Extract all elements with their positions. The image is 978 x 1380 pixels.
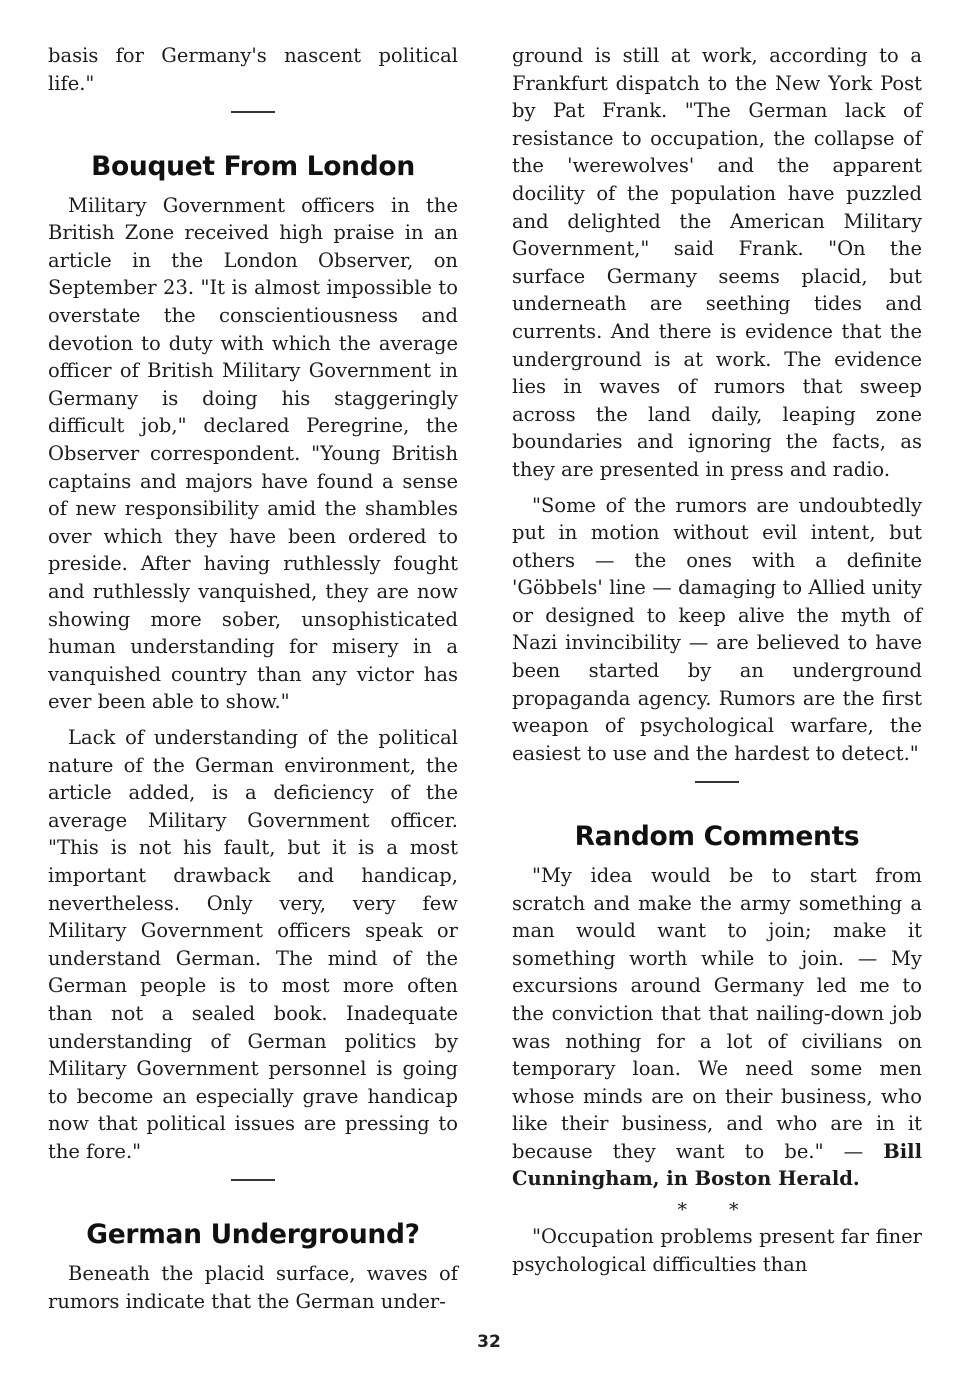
underground-paragraph-start: Beneath the placid surface, waves of rumors indicate that the German under-	[48, 1261, 458, 1313]
underground-paragraph-2: "Some of the rumors are undoubtedly put in motion without evil intent, but others — the ones with a definite 'Göbbels' line — damaging to Allied unity or designed to keep alive the myth of Nazi invincibility — are believed to have been started by an underground propaganda agency. Rumors are the first weapon of psychological warfare, the easiest to use and the hardest to detect."	[512, 493, 922, 765]
bouquet-paragraph-2: Lack of understanding of the political nature of the German environment, the article added, is a deficiency of the average Military Government officer. "This is not his fault, but it is a most important drawback and handicap, nevertheless. Only very, very few Military Government officers speak or understand German. The mind of the German people is to most more often than not a sealed book. Inadequate understanding of German politics by Military Government personnel is going to become an especially grave handicap now that political issues are pressing to the fore."	[48, 725, 458, 1163]
asterisk-separator: * *	[677, 1199, 757, 1222]
quote-1-text: "My idea would be to start from scratch and make the army something a man would want to join; make it something worth while to join. — My excursions around Germany led me to the conviction that that nailing-down job was nothing for a lot of civilians on temporary loan. We need some men whose minds are on their business, who like their business, and who are in it because they want to be." —	[512, 863, 922, 1163]
section-divider	[231, 1179, 275, 1181]
bouquet-paragraph-1: Military Government officers in the British Zone received high praise in an article in the London Observer, on September 23. "It is almost impossible to overstate the conscientiousness and devotion to duty with which the average officer of British Military Government in Germany is doing his staggeringly difficult job," declared Peregrine, the Observer correspondent. "Young British captains and majors have found a sense of new responsibility amid the shambles over which they have been ordered to preside. After having ruthlessly fought and ruthlessly vanquished, they are now showing more sober, unsophisticated human understanding for misery in a vanquished country than any victor has ever been able to show."	[48, 193, 458, 714]
left-column	[48, 42, 458, 1315]
heading-random-comments: Random Comments	[574, 820, 860, 852]
heading-german-underground: German Underground?	[86, 1218, 420, 1250]
carryover-paragraph: basis for Germany's nascent political life."	[48, 44, 458, 95]
random-comment-quote-2-start: "Occupation problems present far finer psychological difficulties than	[512, 1225, 922, 1276]
quote-1-attribution: Bill Cunningham, in Boston Herald.	[512, 1139, 922, 1191]
underground-paragraph-continued: ground is still at work, according to a Frankfurt dispatch to the New York Post by Pat Frank. "The German lack of resistance to occupation, the collapse of the 'werewolves' and the apparent docility of the population have puzzled and delighted the American Military Government," said Frank. "On the surface Germany seems placid, but underneath are seething tides and currents. And there is evidence that the underground is at work. The evidence lies in waves of rumors that sweep across the land daily, leaping zone boundaries and ignoring the facts, as they are presented in press and radio.	[512, 44, 922, 481]
heading-bouquet-from-london: Bouquet From London	[91, 150, 415, 182]
section-divider	[231, 111, 275, 113]
section-divider	[695, 781, 739, 783]
right-column	[512, 42, 922, 1278]
random-comment-quote-1	[512, 862, 922, 1193]
page-number: 32	[477, 1332, 501, 1352]
